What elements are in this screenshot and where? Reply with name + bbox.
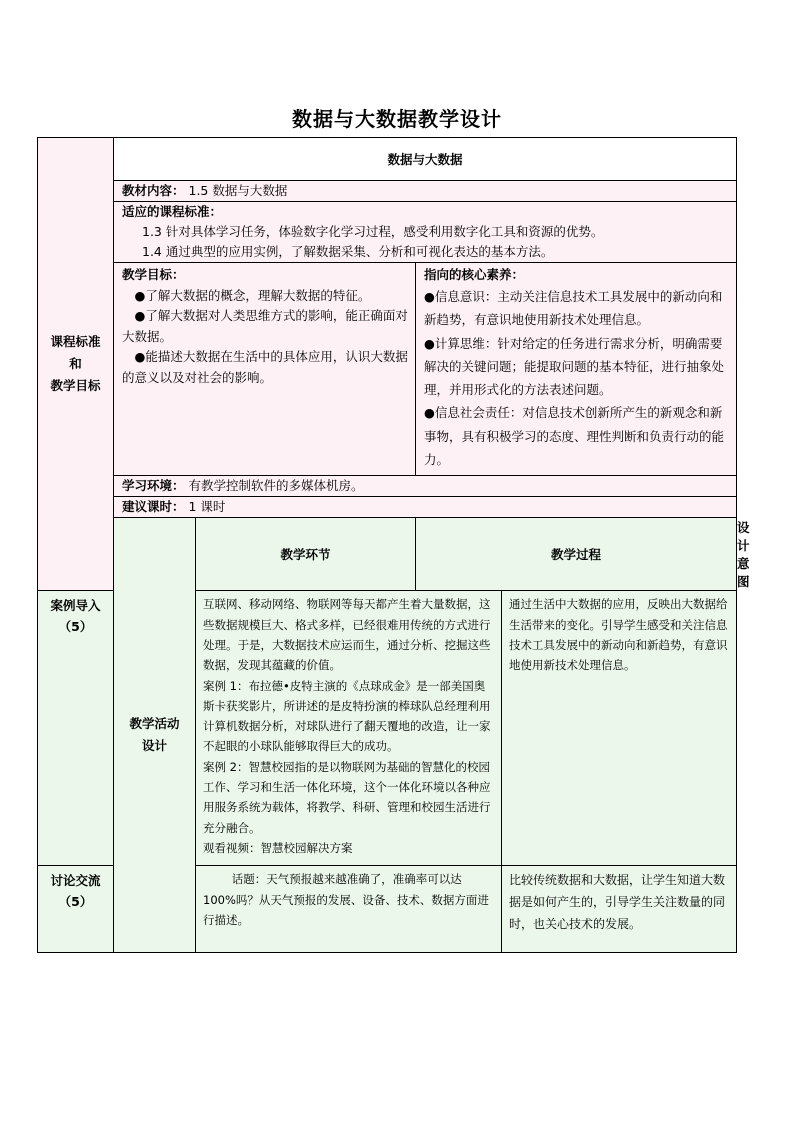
intent-2-text: 比较传统数据和大数据，让学生知道大数据是如何产生的，引导学生关注数量的同时，也关心技术的发展。 [509, 873, 726, 932]
hours-row [114, 497, 737, 518]
section2-left-label [114, 518, 196, 953]
standard-item-1: 1.3 针对具体学习任务，体验数字化学习过程，感受利用数字化工具和资源的优势。 [142, 224, 604, 239]
process-1-para-4: 观看视频：智慧校园解决方案 [203, 840, 353, 855]
hours-value: 1 课时 [188, 499, 226, 515]
process-cell-1 [196, 591, 502, 866]
process-1-para-1: 互联网、移动网络、物联网等每天都产生着大量数据，这些数据规模巨大、格式多样，已经很难用传统的方式进行处理。于是，大数据技术应运而生，通过分析、挖掘这些数据，发现其蕴藏的价值。 [203, 597, 491, 673]
literacy-item-3: ●信息社会责任：对信息技术创新所产生的新观念和新事物，具有积极学习的态度、理性判断和负责行动的能力。 [424, 405, 725, 468]
section2-left-line1: 教学活动 [129, 716, 180, 732]
literacy-label: 指向的核心素养： [424, 267, 525, 282]
literacy-item-2: ●计算思维：针对给定的任务进行需求分析，明确需要解决的关键问题；能提取问题的基本特征，进行抽象处理，并用形式化的方法表述问题。 [424, 335, 725, 398]
standards-row [114, 202, 737, 263]
material-label: 教材内容： [122, 183, 185, 198]
goal-item-2: ●了解大数据对人类思维方式的影响，能正确面对大数据。 [122, 308, 408, 344]
section1-left-line1: 课程标准 [50, 334, 101, 350]
stage-name-2: 讨论交流 [50, 873, 101, 889]
stage-cell-2 [38, 866, 114, 953]
document-title: 数据与大数据教学设计 [292, 107, 502, 131]
environment-value: 有教学控制软件的多媒体机房。 [188, 478, 364, 494]
col-header-stage: 教学环节 [196, 518, 416, 591]
goals-label: 教学目标： [122, 267, 185, 282]
section1-left-line2: 和 [69, 356, 82, 372]
process-1-para-3: 案例 2：智慧校园指的是以物联网为基础的智慧化的校园工作、学习和生活一体化环境，这个一体化环境以各种应用服务系统为载体，将教学、科研、管理和校园生活进行充分融合。 [203, 759, 491, 835]
process-1-para-2: 案例 1：布拉德•皮特主演的《点球成金》是一部美国奥斯卡获奖影片，所讲述的是皮特扮演的棒球队总经理利用计算机数据分析，对球队进行了翻天覆地的改造，让一家不起眼的小球队能够取得巨大的成功。 [203, 678, 491, 754]
section1-left-label [38, 138, 114, 591]
intent-cell-1 [502, 591, 737, 866]
literacy-cell [416, 263, 737, 476]
goals-cell [114, 263, 416, 476]
process-2-para-1: 话题：天气预报越来越准确了，准确率可以达 100%吗？从天气预报的发展、设备、技术、数据方面进行描述。 [203, 872, 489, 927]
environment-row [114, 476, 737, 497]
stage-time-2: （5） [58, 894, 93, 910]
lesson-grid: 课程标准 和 教学目标 数据与大数据 教材内容： 1.5 数据与大数据 适应的课程标准： 1.3 针对具体学习任务，体验数字化学习过程，感受利用数字化工具和资源的优势。 1.4 通过典型的应用实例，了解数据采集、分析和可视化表达的基本方法。 教学目标： ●了解大数据的概念，理解大数据的特征。 ●了解大数据对人类思维方式的影响，能正确面对大数据。 ●能描述大数据在生活中的具体应用，认识大数据的意义以及对社会的影响。 指向的核心素养： ●信息意识：主动关注信息技术工具发展中的新动向和新趋势，有意识地使用新技术处理信息。 ●计算思维：针对给定的任务进行需求分析，明确需要解决的关键问题；能提取问题的基本特征，进行抽象处理，并用形式化的方法表述问题。 ●信息社会责任：对信息技术创新所产生的新观念和新事物，具有积极学习的态度、理性判断和负责行动的能力。 学习环境： 有教学控制软件的多媒体机房。 建议课时： 1 课时 教学活动 设计 教学环节 教学过程 设计意图 案例导入 （5） 互联网、移动网络、物联网等每天都产生着大量数据，这些数据规模巨大、格式多样，已经很难用传统的方式进行处理。于是，大数据技术应运而生，通过分析、挖掘这些数据，发现其蕴藏的价值。 案例 1：布拉德•皮特主演的《点球成金》是一部美国奥斯卡获奖影片，所讲述的是皮特扮演的棒球队总经理利用计算机数据分析，对球队进行了翻天覆地的改造，让一家不起眼的小球队能够取得巨大的成功。 案例 2：智慧校园指的是以物联网为基础的智慧化的校园工作、学习和生活一体化环境，这个一体化环境以各种应用服务系统为载体，将教学、科研、管理和校园生活进行充分融合。 观看视频：智慧校园解决方案 通过生活中大数据的应用，反映出大数据给生活带来的变化。引导学生感受和关注信息技术工具发展中的新动向和新趋势，有意识地使用新技术处理信息。 讨论交流 （5） 话题：天气预报越来越准确了，准确率可以达 100%吗？从天气预报的发展、设备、技术、数据方面进行描述。 比较传统数据和大数据，让学生知道大数据是如何产生的，引导学生关注数量的同时，也关心技术的发展。 [37, 137, 737, 953]
goal-item-1: ●了解大数据的概念，理解大数据的特征。 [134, 287, 371, 303]
section2-left-line2: 设计 [141, 738, 167, 754]
standard-item-2: 1.4 通过典型的应用实例，了解数据采集、分析和可视化表达的基本方法。 [142, 244, 554, 259]
environment-label: 学习环境： [122, 478, 185, 494]
hours-label: 建议课时： [122, 499, 185, 515]
stage-time-1: （5） [58, 619, 93, 635]
standards-label: 适应的课程标准： [122, 204, 223, 219]
section1-header: 数据与大数据 [114, 138, 737, 181]
goal-item-3: ●能描述大数据在生活中的具体应用，认识大数据的意义以及对社会的影响。 [122, 349, 408, 385]
intent-cell-2 [502, 866, 737, 953]
intent-1-text: 通过生活中大数据的应用，反映出大数据给生活带来的变化。引导学生感受和关注信息技术工具发展中的新动向和新趋势，有意识地使用新技术处理信息。 [509, 597, 728, 673]
material-row [114, 181, 737, 202]
stage-name-1: 案例导入 [50, 598, 101, 614]
stage-cell-1 [38, 591, 114, 866]
col-header-process: 教学过程 [416, 518, 737, 591]
material-value: 1.5 数据与大数据 [188, 183, 288, 198]
section1-left-line3: 教学目标 [50, 378, 101, 394]
process-cell-2 [196, 866, 502, 953]
lesson-plan-table [37, 137, 750, 932]
literacy-item-1: ●信息意识：主动关注信息技术工具发展中的新动向和新趋势，有意识地使用新技术处理信息。 [424, 289, 723, 328]
